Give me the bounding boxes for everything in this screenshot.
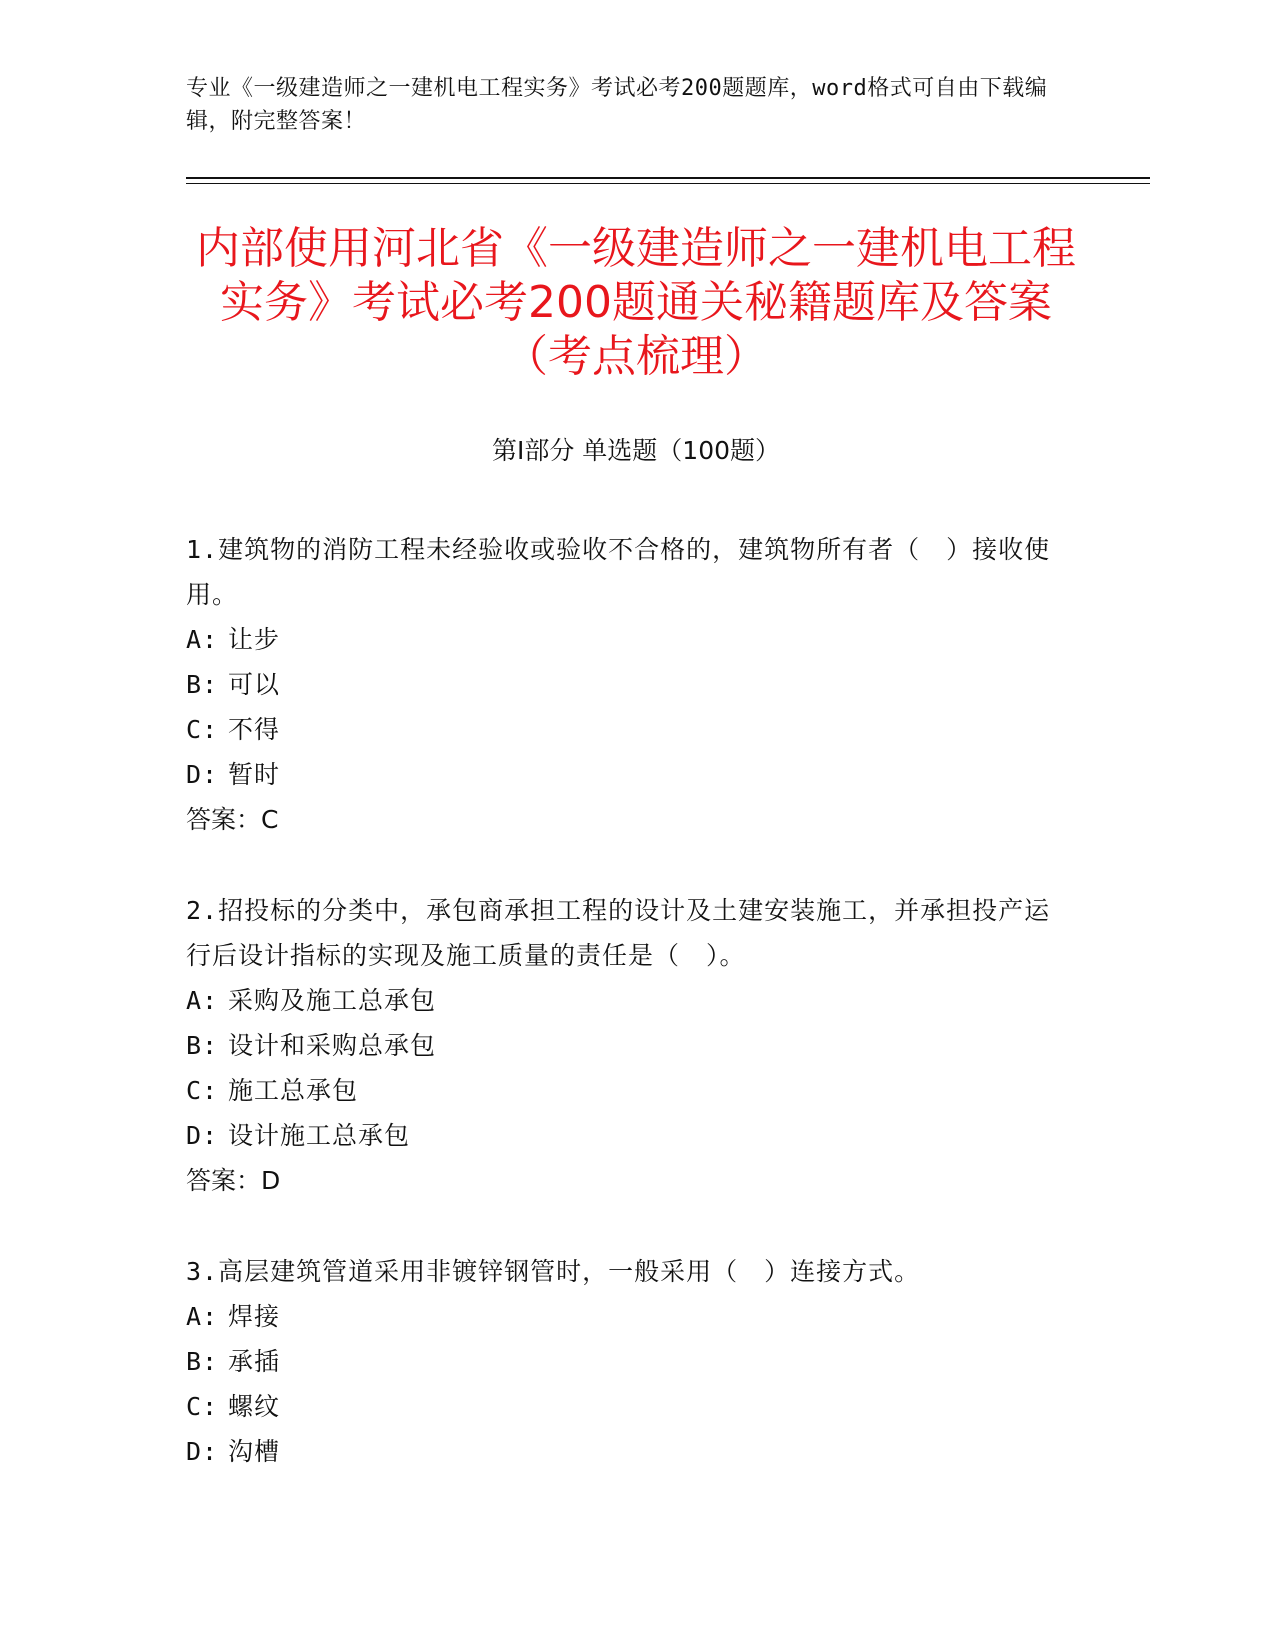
option-text: 沟槽 [228, 1437, 281, 1466]
section-heading: 第Ⅰ部分 单选题（100题） [491, 436, 781, 465]
option-letter: A: [186, 986, 219, 1015]
question-1 [186, 527, 1066, 842]
option-text: 施工总承包 [228, 1076, 359, 1105]
option-d [186, 1429, 1066, 1474]
option-text: 焊接 [228, 1302, 281, 1331]
option-letter: A: [186, 625, 219, 654]
option-text: 不得 [228, 715, 281, 744]
option-text: 暂时 [228, 760, 281, 789]
option-b [186, 1339, 1066, 1384]
option-letter: C: [186, 715, 219, 744]
option-text: 设计和采购总承包 [228, 1031, 437, 1060]
option-letter: C: [186, 1076, 219, 1105]
answer-line: 答案：C [186, 805, 279, 834]
option-letter: B: [186, 670, 219, 699]
option-letter: D: [186, 1437, 219, 1466]
header-note: 专业《一级建造师之一建机电工程实务》考试必考200题题库，word格式可自由下载编辑，附完整答案！ [186, 76, 1048, 134]
answer-line: 答案：D [186, 1166, 281, 1195]
option-text: 采购及施工总承包 [228, 986, 437, 1015]
option-text: 承插 [228, 1347, 281, 1376]
option-letter: D: [186, 760, 219, 789]
option-letter: A: [186, 1302, 219, 1331]
question-stem: 2.招投标的分类中，承包商承担工程的设计及土建安装施工，并承担投产运行后设计指标的实现及施工质量的责任是（ ）。 [186, 896, 1051, 970]
option-c [186, 707, 1066, 752]
option-b [186, 662, 1066, 707]
question-stem: 1.建筑物的消防工程未经验收或验收不合格的，建筑物所有者（ ）接收使用。 [186, 535, 1051, 609]
option-text: 让步 [228, 625, 281, 654]
document-title: 内部使用河北省《一级建造师之一建机电工程实务》考试必考200题通关秘籍题库及答案（考点梳理） [196, 223, 1076, 382]
question-3 [186, 1249, 1066, 1474]
option-a [186, 978, 1066, 1023]
question-stem: 3.高层建筑管道采用非镀锌钢管时，一般采用（ ）连接方式。 [186, 1257, 921, 1286]
option-c [186, 1068, 1066, 1113]
option-letter: B: [186, 1347, 219, 1376]
option-d [186, 1113, 1066, 1158]
option-b [186, 1023, 1066, 1068]
option-text: 设计施工总承包 [228, 1121, 411, 1150]
question-list [186, 527, 1066, 1520]
option-text: 可以 [228, 670, 281, 699]
option-a [186, 1294, 1066, 1339]
option-c [186, 1384, 1066, 1429]
header-divider-thick [186, 177, 1150, 179]
option-text: 螺纹 [228, 1392, 281, 1421]
question-2 [186, 888, 1066, 1203]
option-a [186, 617, 1066, 662]
option-letter: D: [186, 1121, 219, 1150]
option-letter: B: [186, 1031, 219, 1060]
header-divider-thin [186, 183, 1150, 184]
option-letter: C: [186, 1392, 219, 1421]
option-d [186, 752, 1066, 797]
